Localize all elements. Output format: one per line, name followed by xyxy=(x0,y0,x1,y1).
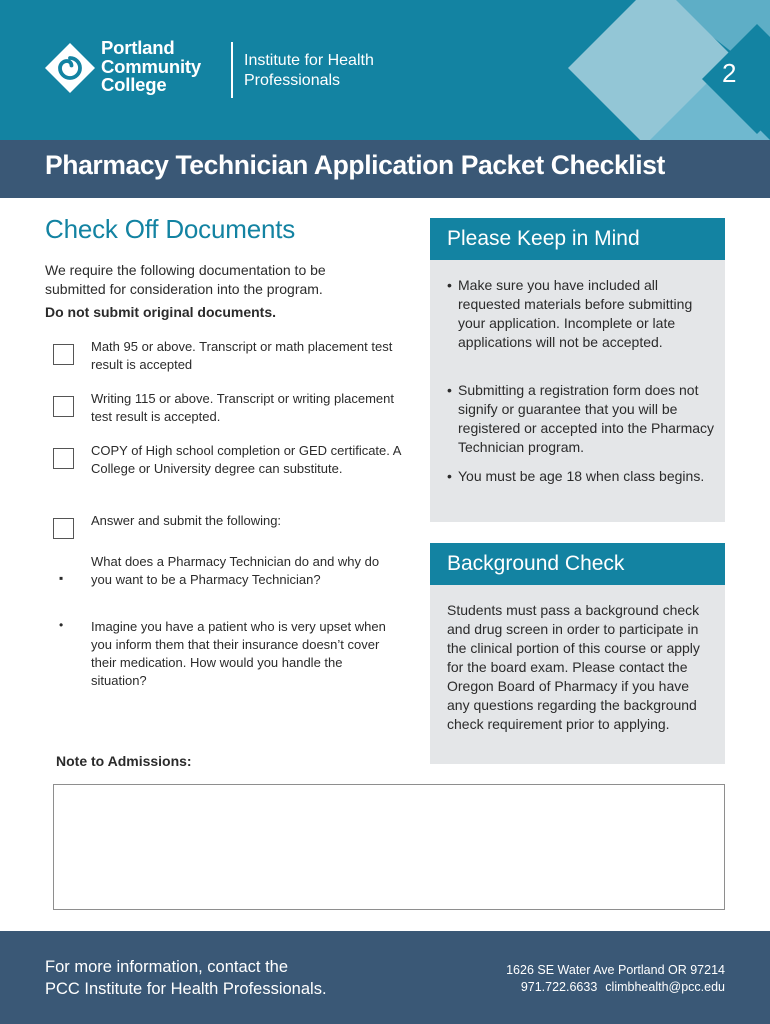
footer-contact: For more information, contact the PCC Institute for Health Professionals. xyxy=(45,958,327,998)
checkbox-math[interactable] xyxy=(53,344,74,365)
keep-in-mind-item: • You must be age 18 when class begins. xyxy=(447,468,705,484)
footer-email[interactable]: climbhealth@pcc.edu xyxy=(605,980,725,994)
checklist-item-questions: Answer and submit the following: xyxy=(91,513,282,528)
checkbox-diploma[interactable] xyxy=(53,448,74,469)
footer-phone[interactable]: 971.722.6633 xyxy=(520,980,598,994)
checklist-item-math: Math 95 or above. Transcript or math placement test result is accepted xyxy=(91,339,393,372)
background-check-heading: Background Check xyxy=(430,543,725,585)
checkbox-writing[interactable] xyxy=(53,396,74,417)
check-off-heading: Check Off Documents xyxy=(45,214,296,244)
keep-in-mind-item: • Submitting a registration form does not signify or guarantee that you will be registered or accepted into the Pharmacy Technician program. xyxy=(447,382,715,455)
no-originals-note: Do not submit original documents. xyxy=(45,304,276,320)
checklist-item-diploma: COPY of High school completion or GED certificate. A College or University degree can substitute. xyxy=(91,443,401,476)
footer-address: 1626 SE Water Ave Portland OR 97214 xyxy=(506,963,725,977)
note-to-admissions-label: Note to Admissions: xyxy=(56,753,192,769)
header-band xyxy=(0,0,770,140)
question-2: Imagine you have a patient who is very upset when you inform them that their insurance doesn’t cover their medication. How would you handle the situation? xyxy=(91,619,386,688)
page-title: Pharmacy Technician Application Packet Checklist xyxy=(45,150,665,180)
bullet-icon: ▪ xyxy=(59,571,64,585)
keep-in-mind-item: • Make sure you have included all requested materials before submitting your application. Incomplete or late applications will not be accepted. xyxy=(447,277,693,350)
bullet-icon: • xyxy=(447,382,452,398)
pcc-logo-icon xyxy=(44,42,96,94)
background-check-text: Students must pass a background check and drug screen in order to participate in the clinical portion of this course or apply for the board exam. Please contact the Oregon Board of Pharmacy if you have any questions regarding the background check requirement prior to applying. xyxy=(447,602,700,732)
page-number: 2 xyxy=(722,58,737,88)
bullet-icon: • xyxy=(59,618,64,632)
checkbox-questions[interactable] xyxy=(53,518,74,539)
institute-name: Institute for Health Professionals xyxy=(244,52,374,89)
note-to-admissions-field[interactable] xyxy=(53,784,725,910)
bullet-icon: • xyxy=(447,277,452,293)
question-1: What does a Pharmacy Technician do and why do you want to be a Pharmacy Technician? xyxy=(91,554,380,587)
logo-divider xyxy=(231,42,233,98)
checklist-intro: We require the following documentation to be submitted for consideration into the program. xyxy=(45,262,326,297)
checklist-item-writing: Writing 115 or above. Transcript or writing placement test result is accepted. xyxy=(91,391,394,424)
pcc-logo-text: Portland Community College xyxy=(101,37,201,95)
footer-address-block xyxy=(506,962,725,996)
keep-in-mind-heading: Please Keep in Mind xyxy=(430,218,725,260)
bullet-icon: • xyxy=(447,468,452,484)
